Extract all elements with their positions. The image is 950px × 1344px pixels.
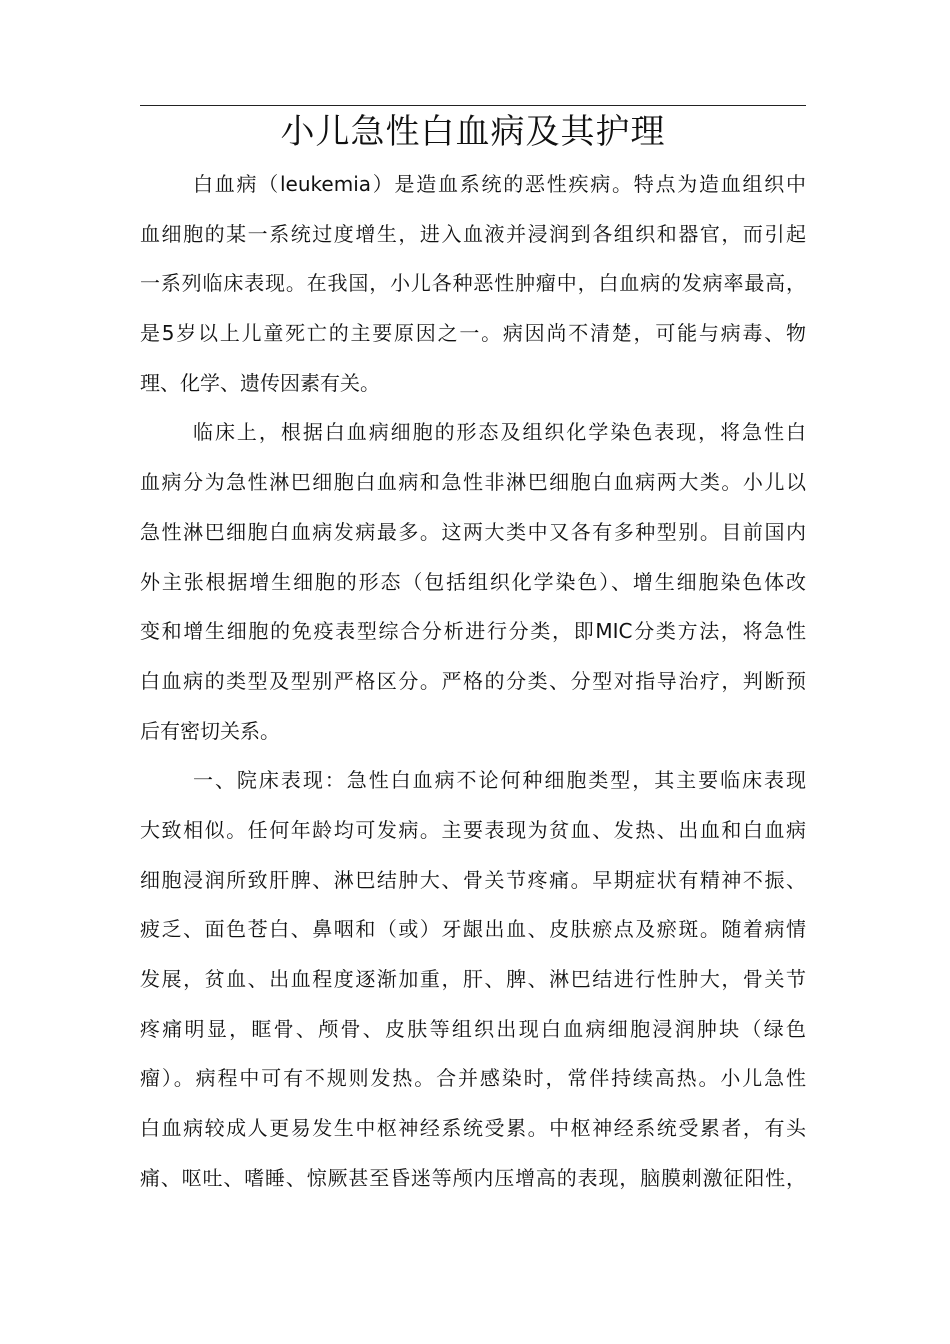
paragraph-3-line-7: 瘤）。病程中可有不规则发热。合并感染时，常伴持续高热。小儿急性: [140, 1066, 806, 1091]
paragraph-3-line-6: 疼痛明显，眶骨、颅骨、皮肤等组织出现白血病细胞浸润肿块（绿色: [140, 1016, 806, 1041]
paragraph-3-line-9: 痛、呕吐、嗜睡、惊厥甚至昏迷等颅内压增高的表现，脑膜刺激征阳性，: [140, 1165, 806, 1190]
paragraph-2-line-3: 急性淋巴细胞白血病发病最多。这两大类中又各有多种型别。目前国内: [140, 519, 806, 544]
paragraph-3-line-4: 疲乏、面色苍白、鼻咽和（或）牙龈出血、皮肤瘀点及瘀斑。随着病情: [140, 917, 806, 942]
paragraph-1-line-1: 白血病（leukemia）是造血系统的恶性疾病。特点为造血组织中: [193, 172, 806, 196]
paragraph-1-line-5: 理、化学、遗传因素有关。: [140, 370, 380, 395]
paragraph-1-line-2: 血细胞的某一系统过度增生，进入血液并浸润到各组织和器官，而引起: [140, 221, 806, 246]
paragraph-2-line-4: 外主张根据增生细胞的形态（包括组织化学染色）、增生细胞染色体改: [140, 569, 806, 594]
paragraph-2-line-2: 血病分为急性淋巴细胞白血病和急性非淋巴细胞白血病两大类。小儿以: [140, 470, 806, 495]
paragraph-2-line-6: 白血病的类型及型别严格区分。严格的分类、分型对指导治疗，判断预: [140, 668, 806, 693]
paragraph-1-line-4: 是5岁以上儿童死亡的主要原因之一。病因尚不清楚，可能与病毒、物: [140, 321, 806, 346]
document-body: [140, 160, 806, 1203]
paragraph-1-line-3: 一系列临床表现。在我国，小儿各种恶性肿瘤中，白血病的发病率最高，: [140, 271, 806, 296]
document-title: 小儿急性白血病及其护理: [280, 112, 666, 152]
header-rule: [140, 105, 806, 106]
paragraph-2-line-7: 后有密切关系。: [140, 718, 280, 743]
paragraph-3-line-3: 细胞浸润所致肝脾、淋巴结肿大、骨关节疼痛。早期症状有精神不振、: [140, 867, 806, 892]
paragraph-3-line-5: 发展，贫血、出血程度逐渐加重，肝、脾、淋巴结进行性肿大，骨关节: [140, 967, 806, 991]
paragraph-3-line-2: 大致相似。任何年龄均可发病。主要表现为贫血、发热、出血和白血病: [140, 817, 806, 842]
paragraph-3-line-8: 白血病较成人更易发生中枢神经系统受累。中枢神经系统受累者，有头: [140, 1116, 806, 1141]
paragraph-2-line-1: 临床上，根据白血病细胞的形态及组织化学染色表现，将急性白: [193, 420, 806, 445]
paragraph-3-line-1: 一、院床表现：急性白血病不论何种细胞类型，其主要临床表现: [193, 768, 806, 793]
paragraph-2-line-5: 变和增生细胞的免疫表型综合分析进行分类，即MIC分类方法，将急性: [140, 619, 806, 644]
